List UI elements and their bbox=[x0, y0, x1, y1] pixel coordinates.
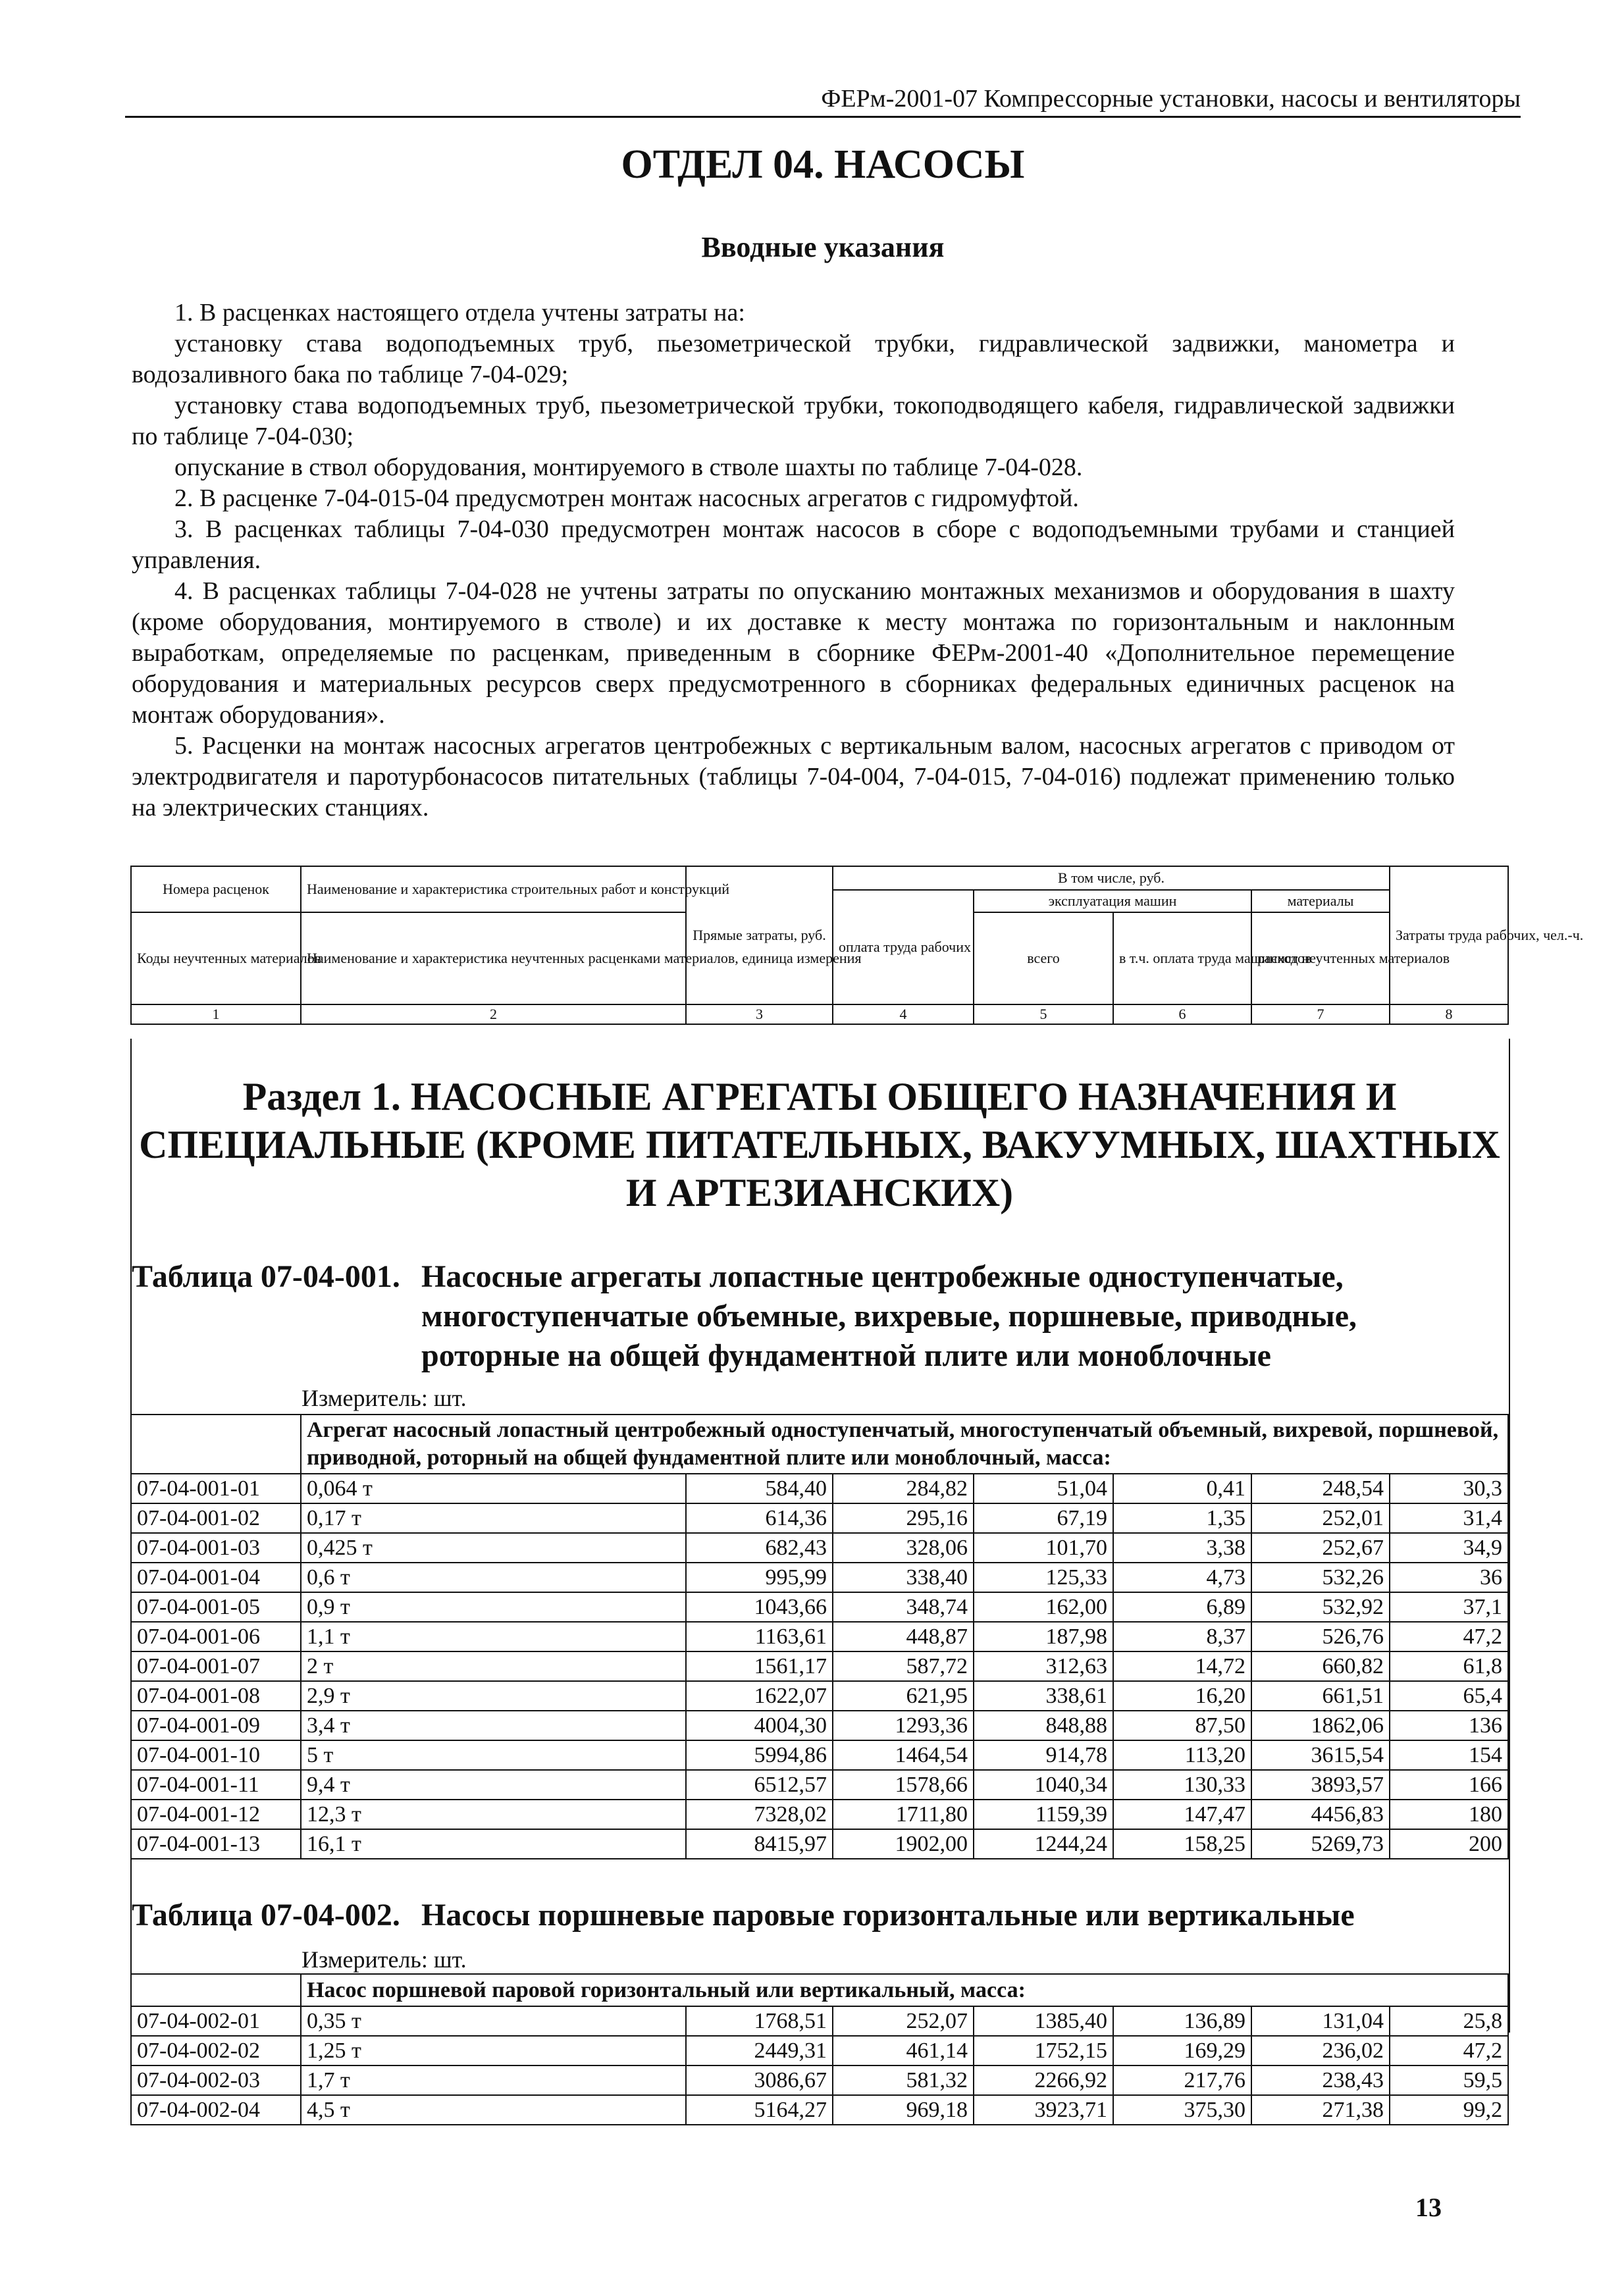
rate-code: 07-04-001-06 bbox=[131, 1622, 301, 1651]
rate-value: 67,19 bbox=[974, 1503, 1113, 1533]
rate-value: 271,38 bbox=[1251, 2095, 1390, 2125]
rate-value: 3893,57 bbox=[1251, 1770, 1390, 1800]
intro-paragraph: 5. Расценки на монтаж насосных агрегатов центробежных с вертикальным валом, насосных агрегатов с приводом от электродвигателя и паротурбонасосов питательных (таблицы 7-04-004, 7-04-015, 7-04-016) подлежат применению только на электрических станциях. bbox=[132, 732, 1455, 821]
rate-value: 532,92 bbox=[1251, 1592, 1390, 1622]
rate-value: 1293,36 bbox=[833, 1711, 974, 1740]
rate-value: 3,38 bbox=[1113, 1533, 1251, 1563]
intro-paragraph: 4. В расценках таблицы 7-04-028 не учтены затраты по опусканию монтажных механизмов и оборудования в шахту (кроме оборудования, монтируемого в стволе) и их доставке к месту монтажа по горизонтальным и наклонным выработкам, определяемые по расценкам, приведенным в сборнике ФЕРм-2001-40 «Дополнительное перемещение оборудования и материальных ресурсов сверх предусмотренного в сборниках федеральных единичных расценок на монтаж оборудования». bbox=[132, 577, 1455, 729]
header-machines-group: эксплуатация машин bbox=[974, 890, 1251, 912]
group-spacer bbox=[131, 1974, 301, 2006]
rate-name: 0,17 т bbox=[301, 1503, 686, 1533]
running-header: ФЕРм-2001-07 Компрессорные установки, насосы и вентиляторы bbox=[125, 84, 1521, 118]
rate-name: 1,1 т bbox=[301, 1622, 686, 1651]
rate-value: 1768,51 bbox=[686, 2006, 833, 2036]
rate-value: 682,43 bbox=[686, 1533, 833, 1563]
table-row bbox=[131, 1740, 1508, 1770]
rate-value: 4,73 bbox=[1113, 1563, 1251, 1592]
rate-value: 31,4 bbox=[1390, 1503, 1508, 1533]
rate-value: 136 bbox=[1390, 1711, 1508, 1740]
rate-code: 07-04-001-13 bbox=[131, 1829, 301, 1859]
rate-value: 581,32 bbox=[833, 2065, 974, 2095]
rate-value: 0,41 bbox=[1113, 1474, 1251, 1503]
header-name: Наименование и характеристика строительных работ и конструкций bbox=[301, 866, 686, 912]
rate-code: 07-04-002-02 bbox=[131, 2036, 301, 2065]
rate-name: 0,6 т bbox=[301, 1563, 686, 1592]
rate-value: 1043,66 bbox=[686, 1592, 833, 1622]
table2-group-label: Насос поршневой паровой горизонтальный или вертикальный, масса: bbox=[301, 1974, 1508, 2006]
rate-name: 9,4 т bbox=[301, 1770, 686, 1800]
rate-value: 969,18 bbox=[833, 2095, 974, 2125]
table-row bbox=[131, 1651, 1508, 1681]
rate-value: 4004,30 bbox=[686, 1711, 833, 1740]
table1 bbox=[130, 1414, 1509, 1859]
table-row bbox=[131, 1829, 1508, 1859]
rate-value: 1159,39 bbox=[974, 1800, 1113, 1829]
rate-value: 3615,54 bbox=[1251, 1740, 1390, 1770]
rate-value: 660,82 bbox=[1251, 1651, 1390, 1681]
rate-value: 312,63 bbox=[974, 1651, 1113, 1681]
rate-value: 154 bbox=[1390, 1740, 1508, 1770]
rate-code: 07-04-002-03 bbox=[131, 2065, 301, 2095]
header-machinist-pay: в т.ч. оплата труда машинистов bbox=[1113, 912, 1251, 1004]
rate-name: 0,064 т bbox=[301, 1474, 686, 1503]
rate-code: 07-04-002-01 bbox=[131, 2006, 301, 2036]
table-row bbox=[131, 1770, 1508, 1800]
table-row bbox=[131, 1622, 1508, 1651]
header-direct-costs: Прямые затраты, руб. bbox=[686, 866, 833, 1004]
rate-value: 30,3 bbox=[1390, 1474, 1508, 1503]
rate-name: 0,35 т bbox=[301, 2006, 686, 2036]
column-header-table bbox=[130, 866, 1584, 1025]
intro-paragraph: 1. В расценках настоящего отдела учтены затраты на: bbox=[174, 299, 745, 326]
intro-paragraph: установку става водоподъемных труб, пьезометрической трубки, токоподводящего кабеля, гидравлической задвижки по таблице 7-04-030; bbox=[132, 392, 1455, 450]
table-row bbox=[131, 1533, 1508, 1563]
table-row bbox=[131, 1563, 1508, 1592]
rate-value: 1711,80 bbox=[833, 1800, 974, 1829]
rate-value: 125,33 bbox=[974, 1563, 1113, 1592]
rate-value: 47,2 bbox=[1390, 1622, 1508, 1651]
rate-value: 526,76 bbox=[1251, 1622, 1390, 1651]
table-row bbox=[131, 2006, 1508, 2036]
header-materials-group: материалы bbox=[1251, 890, 1390, 912]
header-number: 3 bbox=[686, 1004, 833, 1024]
intro-body bbox=[132, 298, 1455, 823]
rate-value: 87,50 bbox=[1113, 1711, 1251, 1740]
rate-value: 236,02 bbox=[1251, 2036, 1390, 2065]
rate-value: 166 bbox=[1390, 1770, 1508, 1800]
table2 bbox=[130, 1973, 1509, 2125]
rate-value: 6,89 bbox=[1113, 1592, 1251, 1622]
rate-value: 187,98 bbox=[974, 1622, 1113, 1651]
rate-value: 1385,40 bbox=[974, 2006, 1113, 2036]
rate-code: 07-04-001-08 bbox=[131, 1681, 301, 1711]
rate-value: 1561,17 bbox=[686, 1651, 833, 1681]
rate-value: 1464,54 bbox=[833, 1740, 974, 1770]
header-labor-hours: Затраты труда рабочих, чел.-ч. bbox=[1390, 866, 1508, 1004]
rate-value: 5994,86 bbox=[686, 1740, 833, 1770]
header-labor-pay: оплата труда рабочих bbox=[833, 890, 974, 1004]
header-number: 7 bbox=[1251, 1004, 1390, 1024]
header-machines-total: всего bbox=[974, 912, 1113, 1004]
rate-name: 1,7 т bbox=[301, 2065, 686, 2095]
table2-title: Насосы поршневые паровые горизонтальные или вертикальные bbox=[421, 1898, 1355, 1933]
rate-value: 4456,83 bbox=[1251, 1800, 1390, 1829]
rate-value: 51,04 bbox=[974, 1474, 1113, 1503]
table1-unit: Измеритель: шт. bbox=[301, 1385, 467, 1411]
table-row bbox=[131, 2036, 1508, 2065]
rate-value: 584,40 bbox=[686, 1474, 833, 1503]
section-title: Раздел 1. НАСОСНЫЕ АГРЕГАТЫ ОБЩЕГО НАЗНАЧЕНИЯ И СПЕЦИАЛЬНЫЕ (КРОМЕ ПИТАТЕЛЬНЫХ, ВАКУУМНЫХ, ШАХТНЫХ И АРТЕЗИАНСКИХ) bbox=[139, 1075, 1500, 1214]
rate-value: 252,07 bbox=[833, 2006, 974, 2036]
rate-value: 131,04 bbox=[1251, 2006, 1390, 2036]
header-name2: Наименование и характеристика неучтенных расценками материалов, единица измерения bbox=[301, 912, 686, 1004]
rate-value: 1622,07 bbox=[686, 1681, 833, 1711]
rate-value: 101,70 bbox=[974, 1533, 1113, 1563]
rate-code: 07-04-001-03 bbox=[131, 1533, 301, 1563]
rate-value: 532,26 bbox=[1251, 1563, 1390, 1592]
rate-code: 07-04-001-12 bbox=[131, 1800, 301, 1829]
rate-value: 3086,67 bbox=[686, 2065, 833, 2095]
rate-name: 5 т bbox=[301, 1740, 686, 1770]
intro-paragraph: 2. В расценке 7-04-015-04 предусмотрен монтаж насосных агрегатов с гидромуфтой. bbox=[174, 484, 1079, 512]
rate-value: 162,00 bbox=[974, 1592, 1113, 1622]
rate-value: 36 bbox=[1390, 1563, 1508, 1592]
table2-heading bbox=[132, 1896, 1507, 1936]
rate-value: 25,8 bbox=[1390, 2006, 1508, 2036]
rate-value: 2266,92 bbox=[974, 2065, 1113, 2095]
intro-paragraph: опускание в ствол оборудования, монтируемого в стволе шахты по таблице 7-04-028. bbox=[174, 454, 1083, 481]
rate-value: 169,29 bbox=[1113, 2036, 1251, 2065]
rate-value: 5164,27 bbox=[686, 2095, 833, 2125]
rate-name: 4,5 т bbox=[301, 2095, 686, 2125]
rate-value: 238,43 bbox=[1251, 2065, 1390, 2095]
rate-value: 3923,71 bbox=[974, 2095, 1113, 2125]
table-row bbox=[131, 1474, 1508, 1503]
rate-value: 59,5 bbox=[1390, 2065, 1508, 2095]
rate-value: 180 bbox=[1390, 1800, 1508, 1829]
header-incl-group: В том числе, руб. bbox=[833, 866, 1390, 890]
department-title: ОТДЕЛ 04. НАСОСЫ bbox=[621, 142, 1025, 187]
header-number: 8 bbox=[1390, 1004, 1508, 1024]
table2-unit: Измеритель: шт. bbox=[301, 1946, 467, 1973]
header-code: Номера расценок bbox=[131, 866, 301, 912]
rate-name: 0,9 т bbox=[301, 1592, 686, 1622]
table-row bbox=[131, 2065, 1508, 2095]
rate-code: 07-04-001-05 bbox=[131, 1592, 301, 1622]
header-materials-used: расход неучтенных материалов bbox=[1251, 912, 1390, 1004]
rate-value: 587,72 bbox=[833, 1651, 974, 1681]
group-spacer bbox=[131, 1415, 301, 1474]
rate-value: 848,88 bbox=[974, 1711, 1113, 1740]
rate-value: 8415,97 bbox=[686, 1829, 833, 1859]
intro-title: Вводные указания bbox=[701, 231, 945, 263]
rate-code: 07-04-001-04 bbox=[131, 1563, 301, 1592]
rate-value: 461,14 bbox=[833, 2036, 974, 2065]
rate-value: 252,67 bbox=[1251, 1533, 1390, 1563]
rate-code: 07-04-001-01 bbox=[131, 1474, 301, 1503]
rate-value: 375,30 bbox=[1113, 2095, 1251, 2125]
rate-value: 338,61 bbox=[974, 1681, 1113, 1711]
rate-value: 1752,15 bbox=[974, 2036, 1113, 2065]
rate-value: 1040,34 bbox=[974, 1770, 1113, 1800]
rate-code: 07-04-001-11 bbox=[131, 1770, 301, 1800]
header-number: 5 bbox=[974, 1004, 1113, 1024]
rate-value: 1244,24 bbox=[974, 1829, 1113, 1859]
rate-name: 16,1 т bbox=[301, 1829, 686, 1859]
rate-value: 914,78 bbox=[974, 1740, 1113, 1770]
page-number: 13 bbox=[1415, 2193, 1442, 2222]
rate-value: 338,40 bbox=[833, 1563, 974, 1592]
rate-value: 200 bbox=[1390, 1829, 1508, 1859]
rate-value: 136,89 bbox=[1113, 2006, 1251, 2036]
table1-heading bbox=[132, 1257, 1507, 1382]
rate-value: 99,2 bbox=[1390, 2095, 1508, 2125]
intro-paragraph: 3. В расценках таблицы 7-04-030 предусмотрен монтаж насосов в сборе с водоподъемными трубами и станцией управления. bbox=[132, 515, 1455, 574]
rate-code: 07-04-001-07 bbox=[131, 1651, 301, 1681]
table1-group-label: Агрегат насосный лопастный центробежный одноступенчатый, многоступенчатый объемный, вихревой, поршневой, приводной, роторный на общей фундаментной плите или моноблочный, масса: bbox=[301, 1415, 1508, 1474]
rate-value: 448,87 bbox=[833, 1622, 974, 1651]
rate-value: 65,4 bbox=[1390, 1681, 1508, 1711]
table2-caption: Таблица 07-04-002. bbox=[132, 1898, 400, 1933]
table-row bbox=[131, 1503, 1508, 1533]
rate-code: 07-04-002-04 bbox=[131, 2095, 301, 2125]
table-row bbox=[131, 2095, 1508, 2125]
rate-value: 6512,57 bbox=[686, 1770, 833, 1800]
rate-name: 2 т bbox=[301, 1651, 686, 1681]
rate-value: 37,1 bbox=[1390, 1592, 1508, 1622]
rate-code: 07-04-001-10 bbox=[131, 1740, 301, 1770]
table-row bbox=[131, 1800, 1508, 1829]
rate-value: 248,54 bbox=[1251, 1474, 1390, 1503]
rate-value: 47,2 bbox=[1390, 2036, 1508, 2065]
rate-name: 2,9 т bbox=[301, 1681, 686, 1711]
rate-value: 16,20 bbox=[1113, 1681, 1251, 1711]
rate-value: 8,37 bbox=[1113, 1622, 1251, 1651]
rate-value: 995,99 bbox=[686, 1563, 833, 1592]
rate-value: 284,82 bbox=[833, 1474, 974, 1503]
rate-name: 1,25 т bbox=[301, 2036, 686, 2065]
rate-value: 1902,00 bbox=[833, 1829, 974, 1859]
rate-value: 2449,31 bbox=[686, 2036, 833, 2065]
header-number: 4 bbox=[833, 1004, 974, 1024]
rate-value: 621,95 bbox=[833, 1681, 974, 1711]
rate-value: 614,36 bbox=[686, 1503, 833, 1533]
rate-value: 113,20 bbox=[1113, 1740, 1251, 1770]
rate-value: 1,35 bbox=[1113, 1503, 1251, 1533]
rate-value: 661,51 bbox=[1251, 1681, 1390, 1711]
rate-value: 130,33 bbox=[1113, 1770, 1251, 1800]
header-number: 1 bbox=[131, 1004, 301, 1024]
rate-value: 1578,66 bbox=[833, 1770, 974, 1800]
rate-value: 252,01 bbox=[1251, 1503, 1390, 1533]
table-row bbox=[131, 1681, 1508, 1711]
rate-value: 328,06 bbox=[833, 1533, 974, 1563]
table1-caption: Таблица 07-04-001. bbox=[132, 1259, 400, 1294]
header-number: 6 bbox=[1113, 1004, 1251, 1024]
rate-value: 158,25 bbox=[1113, 1829, 1251, 1859]
table-row bbox=[131, 1711, 1508, 1740]
table1-title: Насосные агрегаты лопастные центробежные одноступенчатые, многоступенчатые объемные, вихревые, поршневые, приводные, роторные на общей фундаментной плите или моноблочные bbox=[421, 1259, 1357, 1373]
table-row bbox=[131, 1592, 1508, 1622]
intro-paragraph: установку става водоподъемных труб, пьезометрической трубки, гидравлической задвижки, манометра и водозаливного бака по таблице 7-04-029; bbox=[132, 330, 1455, 388]
rate-value: 147,47 bbox=[1113, 1800, 1251, 1829]
rate-name: 0,425 т bbox=[301, 1533, 686, 1563]
rate-name: 3,4 т bbox=[301, 1711, 686, 1740]
rate-value: 61,8 bbox=[1390, 1651, 1508, 1681]
rate-value: 1862,06 bbox=[1251, 1711, 1390, 1740]
rate-value: 34,9 bbox=[1390, 1533, 1508, 1563]
rate-value: 217,76 bbox=[1113, 2065, 1251, 2095]
rate-value: 7328,02 bbox=[686, 1800, 833, 1829]
rate-value: 295,16 bbox=[833, 1503, 974, 1533]
header-code2: Коды неучтенных материалов bbox=[131, 912, 301, 1004]
rate-value: 348,74 bbox=[833, 1592, 974, 1622]
rate-value: 5269,73 bbox=[1251, 1829, 1390, 1859]
rate-value: 14,72 bbox=[1113, 1651, 1251, 1681]
rate-name: 12,3 т bbox=[301, 1800, 686, 1829]
header-number: 2 bbox=[301, 1004, 686, 1024]
rate-value: 1163,61 bbox=[686, 1622, 833, 1651]
rate-code: 07-04-001-02 bbox=[131, 1503, 301, 1533]
rate-code: 07-04-001-09 bbox=[131, 1711, 301, 1740]
